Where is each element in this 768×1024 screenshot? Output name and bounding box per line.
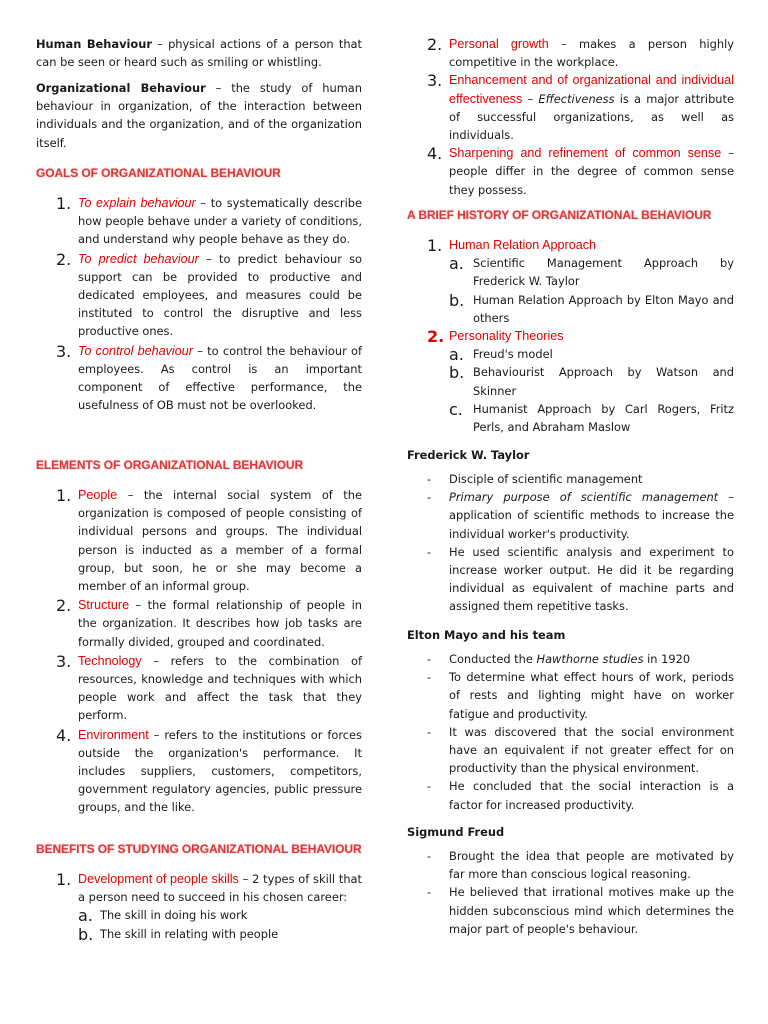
list-item: - Primary purpose of scientific management – application of scientific methods to increase the individual worker's productivity. [427,490,734,541]
list-item: 3. To control behaviour – to control the behaviour of employees. As control is an important component of effective performance, the usefulness of OB must not be overlooked. [56,341,362,413]
list-item: 3. Enhancement and of organizational and individual effectiveness – Effectiveness is a major attribute of successful organizations, as well as individuals. [427,71,734,143]
sub-list-item: a. The skill in doing his work [78,906,248,926]
history-list [407,236,734,436]
elements-heading: ELEMENTS OF ORGANIZATIONAL BEHAVIOUR [36,458,304,472]
history-heading: A BRIEF HISTORY OF ORGANIZATIONAL BEHAVIOUR [407,208,712,222]
person-heading-freud: Sigmund Freud [407,825,505,839]
definition-human-behaviour: Human Behaviour – physical actions of a person that can be seen or heard such as smiling or whistling. [36,37,362,70]
person-heading-taylor: Frederick W. Taylor [407,448,530,462]
sub-list-item: a. Scientific Management Approach by Frederick W. Taylor [449,254,734,289]
goals-list [36,194,362,414]
goals-heading: GOALS OF ORGANIZATIONAL BEHAVIOUR [36,166,281,180]
taylor-points [407,470,734,616]
list-item: - To determine what effect hours of work, periods of rests and lighting might have on worker fatigue and productivity. [427,670,734,721]
list-item: 4. Environment – refers to the institutions or forces outside the organization's performance. It includes suppliers, customers, competitors, government regulatory agencies, public pressure groups, and the like. [56,725,362,815]
list-item: - He concluded that the social interaction is a factor for increased productivity. [427,779,734,812]
sub-list-item: b. Behaviourist Approach by Watson and Skinner [449,363,734,398]
benefits-continued-list [407,35,734,199]
list-item: 3. Technology – refers to the combination of resources, knowledge and techniques with which people work and affect the task that they perform. [56,651,362,723]
list-item: 1. Development of people skills – 2 types of skill that a person need to succeed in his chosen career: [56,870,362,905]
list-item: 2. Personality Theories [427,327,564,347]
mayo-points [407,650,734,814]
list-item: 2. To predict behaviour – to predict behaviour so support can be provided to productive and dedicated employees, and measures could be instituted to control the disruptive and less productive ones. [56,249,362,339]
list-item: - Disciple of scientific management [427,472,643,486]
benefits-heading: BENEFITS OF STUDYING ORGANIZATIONAL BEHAVIOUR [36,842,362,856]
list-item: 4. Sharpening and refinement of common sense – people differ in the degree of common sense they possess. [427,144,734,197]
sub-list-item: a. Freud's model [449,345,553,365]
elements-list [36,486,362,817]
sub-list-item: b. Human Relation Approach by Elton Mayo and others [449,290,734,325]
list-item: - Conducted the Hawthorne studies in 1920 [427,652,691,666]
person-heading-mayo: Elton Mayo and his team [407,628,566,642]
list-item: 2. Structure – the formal relationship of people in the organization. It describes how job tasks are formally divided, grouped and coordinated. [56,596,362,649]
benefits-list [36,870,362,943]
list-item: 1. To explain behaviour – to systematically describe how people behave under a variety of conditions, and understand why people behave as they do. [56,194,362,247]
list-item: - Brought the idea that people are motivated by far more than conscious logical reasoning. [427,849,734,882]
freud-points [407,847,734,938]
list-item: - He believed that irrational motives make up the hidden subconscious mind which determines the major part of people's behaviour. [427,885,734,936]
list-item: - It was discovered that the social environment have an equivalent if not greater effect for on productivity than the physical environment. [427,724,734,776]
list-item: 2. Personal growth – makes a person highly competitive in the workplace. [427,35,734,70]
list-item: 1. People – the internal social system of the organization is composed of people consisting of individual persons and groups. The individual person is inducted as a member of a formal group, but soon, he or she may become a member of an informal group. [56,486,362,594]
sub-list-item: c. Humanist Approach by Carl Rogers, Fritz Perls, and Abraham Maslow [449,399,734,435]
sub-list-item: b. The skill in relating with people [78,924,279,944]
list-item: - He used scientific analysis and experiment to increase worker output. He did it be regarding individual as equivalent of machine parts and assigned them repetitive tasks. [427,544,734,614]
definition-organizational-behaviour: Organizational Behaviour – the study of human behaviour in organization, of the interaction between individuals and the organization, and of the organization itself. [36,81,362,150]
list-item: 1. Human Relation Approach [427,236,597,255]
